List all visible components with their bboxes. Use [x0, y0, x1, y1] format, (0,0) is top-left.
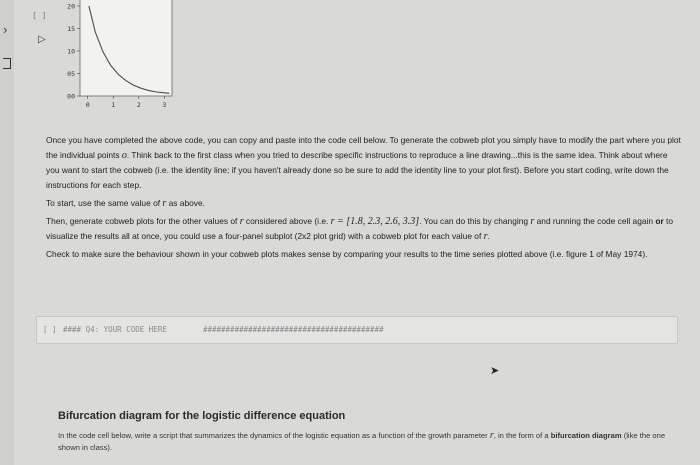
paragraph-check: Check to make sure the behaviour shown in your cobweb plots makes sense by comparing your results to the time series plotted above (i.e. figure 1 of May 1974). [46, 249, 648, 259]
mouse-cursor-icon: ➤ [490, 365, 500, 377]
run-icon[interactable]: ▷ [38, 34, 46, 45]
bifurcation-heading: Bifurcation diagram for the logistic difference equation [58, 410, 346, 422]
paragraph-other-r: Then, generate cobweb plots for the other values of r considered above (i.e. r = [1.8, 2.3, 2.6, 3.3]. You can do this by changing r and running the code cell again or to visualize the results all at once, you could use a four-panel subplot (2x2 plot grid) with a cobweb plot for each value of r. [46, 216, 674, 242]
bifurcation-description: In the code cell below, write a script that summarizes the dynamics of the logistic equation as a function of the growth parameter r, in the form of a bifurcation diagram (like the one shown in class). [58, 430, 666, 452]
code-cell-q4[interactable] [36, 316, 678, 344]
y-tick-label: 00 [67, 92, 75, 101]
y-tick-label: 05 [67, 70, 75, 78]
x-tick-label: 3 [162, 101, 167, 109]
bracket-icon[interactable] [3, 58, 11, 69]
code-hashes: ######################################## [202, 325, 384, 334]
x-tick-label: 1 [111, 101, 116, 109]
x-tick-label: 2 [136, 101, 141, 109]
y-tick-label: 15 [67, 25, 75, 33]
paragraph-instructions: Once you have completed the above code, you can copy and paste into the code cell below. To generate the cobweb plot you simply have to modify the part where you plot the individual points o. Think back to the first class when you tried to describe specific instructions to reproduce a line drawing...this is the same idea. Think about where you want to start the cobweb (i.e. the identity line; if you haven't already done so be sure to add the identity line to your plot first). Before you start coding, write down the instructions for each step. [46, 135, 681, 190]
output-plot [60, 0, 180, 120]
code-cell-prompt: [ ] [43, 325, 57, 334]
left-gutter [0, 0, 14, 465]
plot-area [80, 0, 172, 96]
y-tick-label: 20 [67, 2, 75, 11]
chevron-right-icon[interactable]: › [3, 22, 8, 37]
x-tick-label: 0 [85, 101, 90, 109]
code-comment: #### Q4: YOUR CODE HERE [63, 325, 167, 334]
y-tick-label: 10 [67, 47, 75, 56]
markdown-cell-cobweb [46, 133, 682, 262]
paragraph-start: To start, use the same value of r as above. [46, 198, 205, 209]
prev-cell-prompt: [ ] [32, 11, 47, 20]
